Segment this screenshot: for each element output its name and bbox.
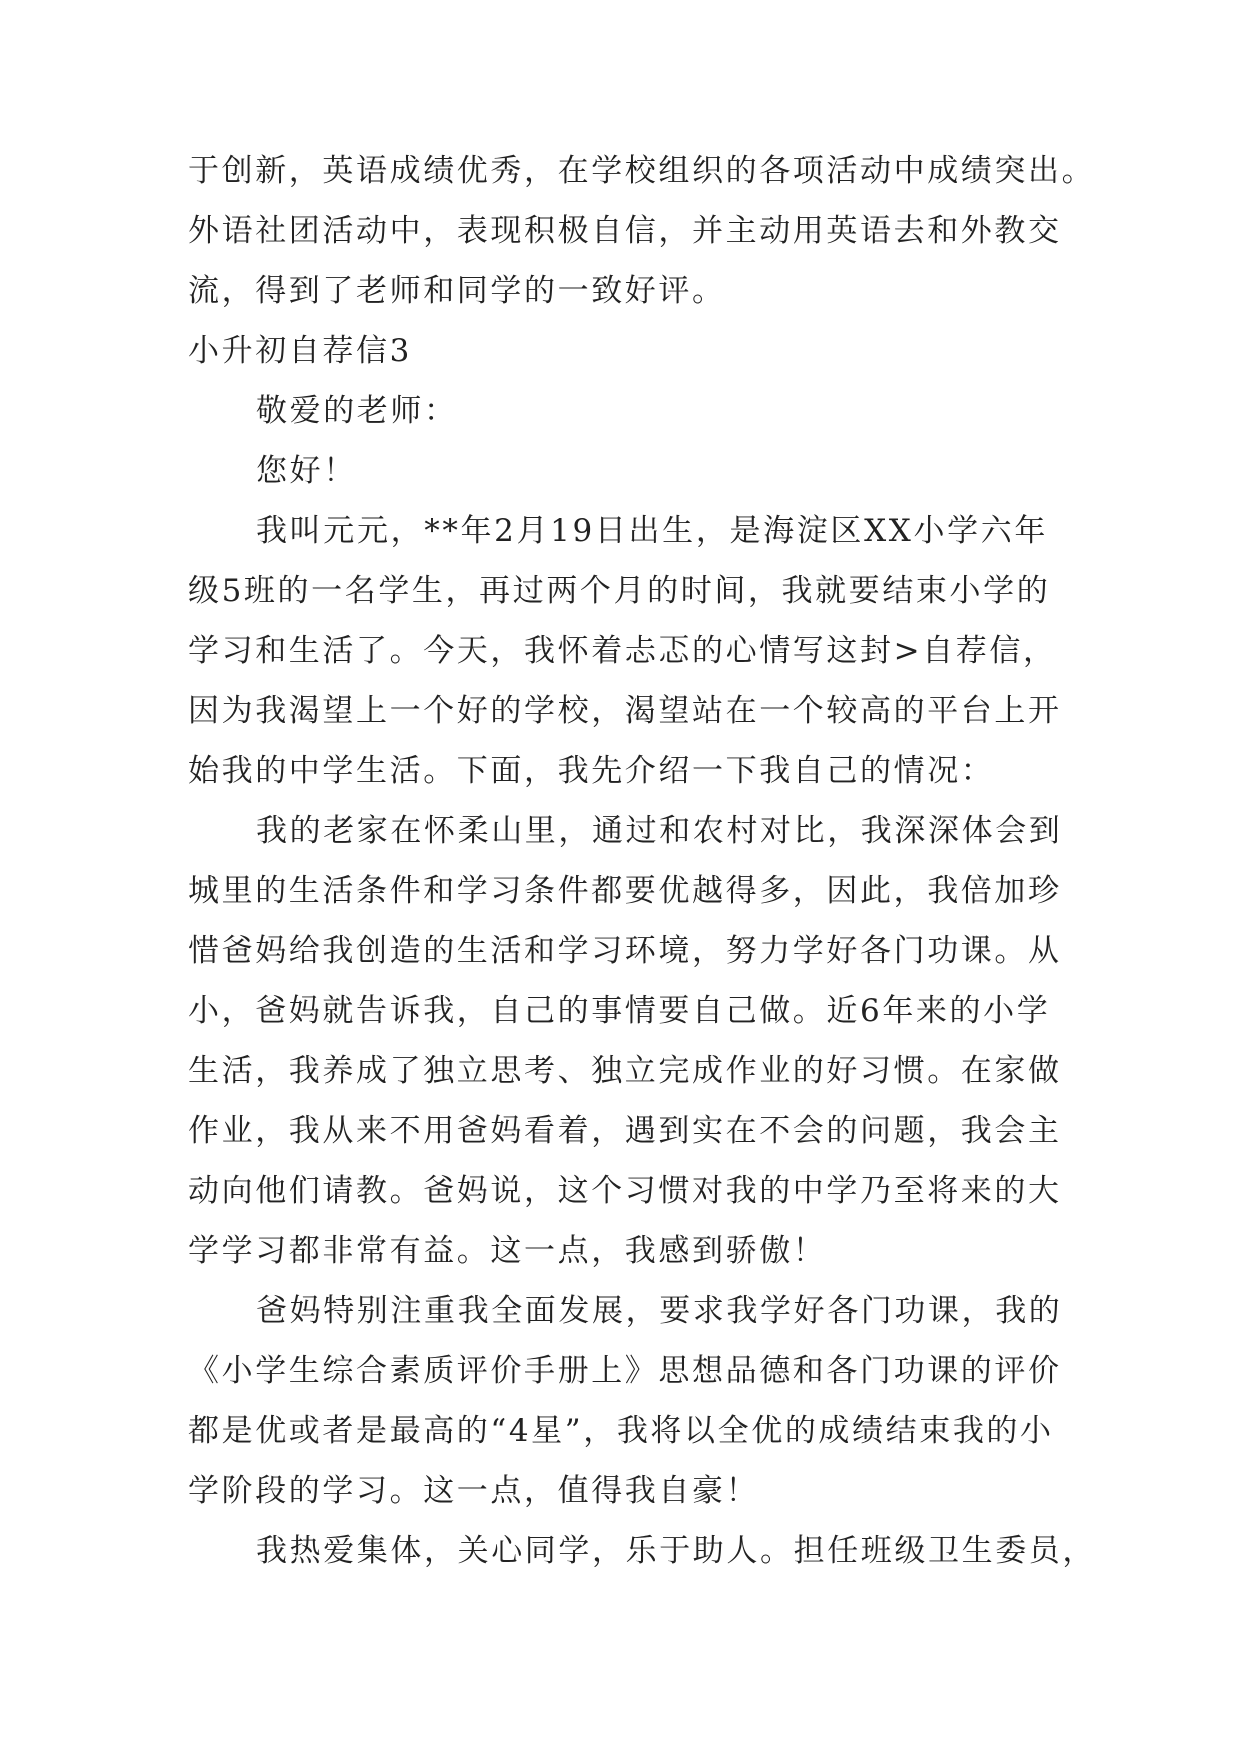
continuation-line-3: 流，得到了老师和同学的一致好评。 xyxy=(188,273,726,309)
paragraph-2-line-2: 城里的生活条件和学习条件都要优越得多，因此，我倍加珍 xyxy=(188,873,1062,909)
paragraph-1-line-1: 我叫元元，**年2月19日出生，是海淀区XX小学六年 xyxy=(256,513,1048,549)
salutation: 敬爱的老师： xyxy=(256,393,458,429)
paragraph-2-line-7: 动向他们请教。爸妈说，这个习惯对我的中学乃至将来的大 xyxy=(188,1173,1062,1209)
paragraph-4-line-1: 我热爱集体，关心同学，乐于助人。担任班级卫生委员， xyxy=(256,1533,1096,1569)
paragraph-3-line-1: 爸妈特别注重我全面发展，要求我学好各门功课，我的 xyxy=(256,1293,1063,1329)
paragraph-1-line-3: 学习和生活了。今天，我怀着忐忑的心情写这封>自荐信， xyxy=(188,633,1057,669)
paragraph-3-line-4: 学阶段的学习。这一点，值得我自豪！ xyxy=(188,1473,760,1509)
section-title: 小升初自荐信3 xyxy=(188,333,412,369)
continuation-line-1: 于创新，英语成绩优秀，在学校组织的各项活动中成绩突出。 xyxy=(188,153,1096,189)
paragraph-1-line-2: 级5班的一名学生，再过两个月的时间，我就要结束小学的 xyxy=(188,573,1051,609)
continuation-line-2: 外语社团活动中，表现积极自信，并主动用英语去和外教交 xyxy=(188,213,1062,249)
paragraph-2-line-3: 惜爸妈给我创造的生活和学习环境，努力学好各门功课。从 xyxy=(188,933,1062,969)
paragraph-2-line-5: 生活，我养成了独立思考、独立完成作业的好习惯。在家做 xyxy=(188,1053,1062,1089)
paragraph-2-line-6: 作业，我从来不用爸妈看着，遇到实在不会的问题，我会主 xyxy=(188,1113,1062,1149)
paragraph-2-line-4: 小，爸妈就告诉我，自己的事情要自己做。近6年来的小学 xyxy=(188,993,1051,1029)
paragraph-1-line-4: 因为我渴望上一个好的学校，渴望站在一个较高的平台上开 xyxy=(188,693,1062,729)
greeting: 您好！ xyxy=(256,453,357,489)
paragraph-3-line-3: 都是优或者是最高的“4星”，我将以全优的成绩结束我的小 xyxy=(188,1413,1054,1449)
paragraph-2-line-8: 学学习都非常有益。这一点，我感到骄傲！ xyxy=(188,1233,827,1269)
paragraph-3-line-2: 《小学生综合素质评价手册上》思想品德和各门功课的评价 xyxy=(188,1353,1062,1389)
paragraph-2-line-1: 我的老家在怀柔山里，通过和农村对比，我深深体会到 xyxy=(256,813,1063,849)
paragraph-1-line-5: 始我的中学生活。下面，我先介绍一下我自己的情况： xyxy=(188,753,995,789)
